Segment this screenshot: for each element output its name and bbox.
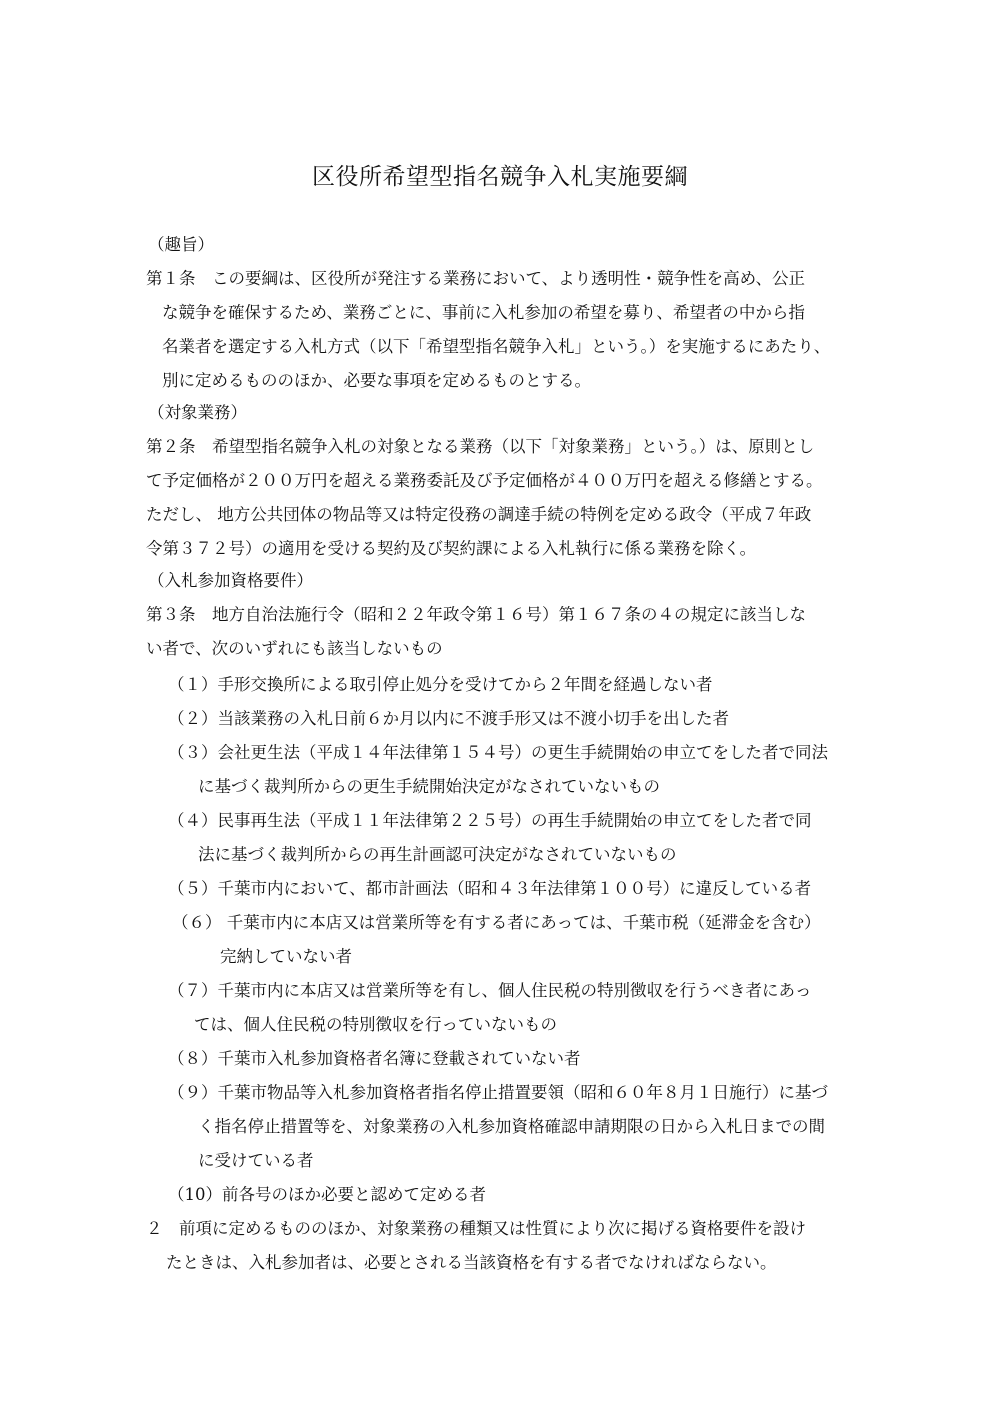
item-8: （８）千葉市入札参加資格者名簿に登載されていない者 [168, 1049, 581, 1068]
article-3-para-2-line-1: ２ 前項に定めるもののほか、対象業務の種類又は性質により次に掲げる資格要件を設け [146, 1219, 806, 1238]
article-3-para-2-line-2: たときは、入札参加者は、必要とされる当該資格を有する者でなければならない。 [166, 1253, 777, 1272]
heading-target-work: （対象業務） [148, 403, 247, 422]
article-2-line-1: 第２条 希望型指名競争入札の対象となる業務（以下「対象業務」という。）は、原則とし [146, 437, 815, 456]
article-3-line-1: 第３条 地方自治法施行令（昭和２２年政令第１６号）第１６７条の４の規定に該当しな [146, 605, 806, 624]
article-2-line-3: ただし、 地方公共団体の物品等又は特定役務の調達手続の特例を定める政令（平成７年政 [146, 505, 812, 524]
article-1-line-4: 別に定めるもののほか、必要な事項を定めるものとする。 [162, 371, 591, 390]
item-9-line-2: く指名停止措置等を、対象業務の入札参加資格確認申請期限の日から入札日までの間 [198, 1117, 825, 1136]
heading-purpose: （趣旨） [148, 235, 214, 254]
item-6-line-1: （６） 千葉市内に本店又は営業所等を有する者にあっては、千葉市税（延滞金を含む） [172, 913, 821, 932]
item-1: （１）手形交換所による取引停止処分を受けてから２年間を経過しない者 [168, 675, 713, 694]
article-1-line-2: な競争を確保するため、業務ごとに、事前に入札参加の希望を募り、希望者の中から指 [162, 303, 805, 322]
article-3-line-2: い者で、次のいずれにも該当しないもの [146, 639, 443, 658]
article-1-line-1: 第１条 この要綱は、区役所が発注する業務において、より透明性・競争性を高め、公正 [146, 269, 806, 288]
article-1-line-3: 名業者を選定する入札方式（以下「希望型指名競争入札」という。）を実施するにあたり、 [162, 337, 831, 356]
item-3-line-2: に基づく裁判所からの更生手続開始決定がなされていないもの [198, 777, 660, 796]
heading-eligibility: （入札参加資格要件） [148, 571, 313, 590]
article-2-line-4: 令第３７２号）の適用を受ける契約及び契約課による入札執行に係る業務を除く。 [146, 539, 757, 558]
item-5: （５）千葉市内において、都市計画法（昭和４３年法律第１００号）に違反している者 [168, 879, 812, 898]
article-2-line-2: て予定価格が２００万円を超える業務委託及び予定価格が４００万円を超える修繕とする。 [146, 471, 823, 490]
item-9-line-1: （９）千葉市物品等入札参加資格者指名停止措置要領（昭和６０年８月１日施行）に基づ [168, 1083, 828, 1102]
item-7-line-2: ては、個人住民税の特別徴収を行っていないもの [194, 1015, 557, 1034]
item-4-line-1: （４）民事再生法（平成１１年法律第２２５号）の再生手続開始の申立てをした者で同 [168, 811, 812, 830]
item-9-line-3: に受けている者 [198, 1151, 314, 1170]
item-2: （２）当該業務の入札日前６か月以内に不渡手形又は不渡小切手を出した者 [168, 709, 729, 728]
item-6-line-2: 完納していない者 [220, 947, 352, 966]
item-4-line-2: 法に基づく裁判所からの再生計画認可決定がなされていないもの [198, 845, 677, 864]
document-title: 区役所希望型指名競争入札実施要綱 [312, 164, 688, 190]
item-7-line-1: （７）千葉市内に本店又は営業所等を有し、個人住民税の特別徴収を行うべき者にあっ [168, 981, 812, 1000]
item-3-line-1: （３）会社更生法（平成１４年法律第１５４号）の更生手続開始の申立てをした者で同法 [168, 743, 828, 762]
item-10: （10）前各号のほか必要と認めて定める者 [168, 1185, 486, 1204]
